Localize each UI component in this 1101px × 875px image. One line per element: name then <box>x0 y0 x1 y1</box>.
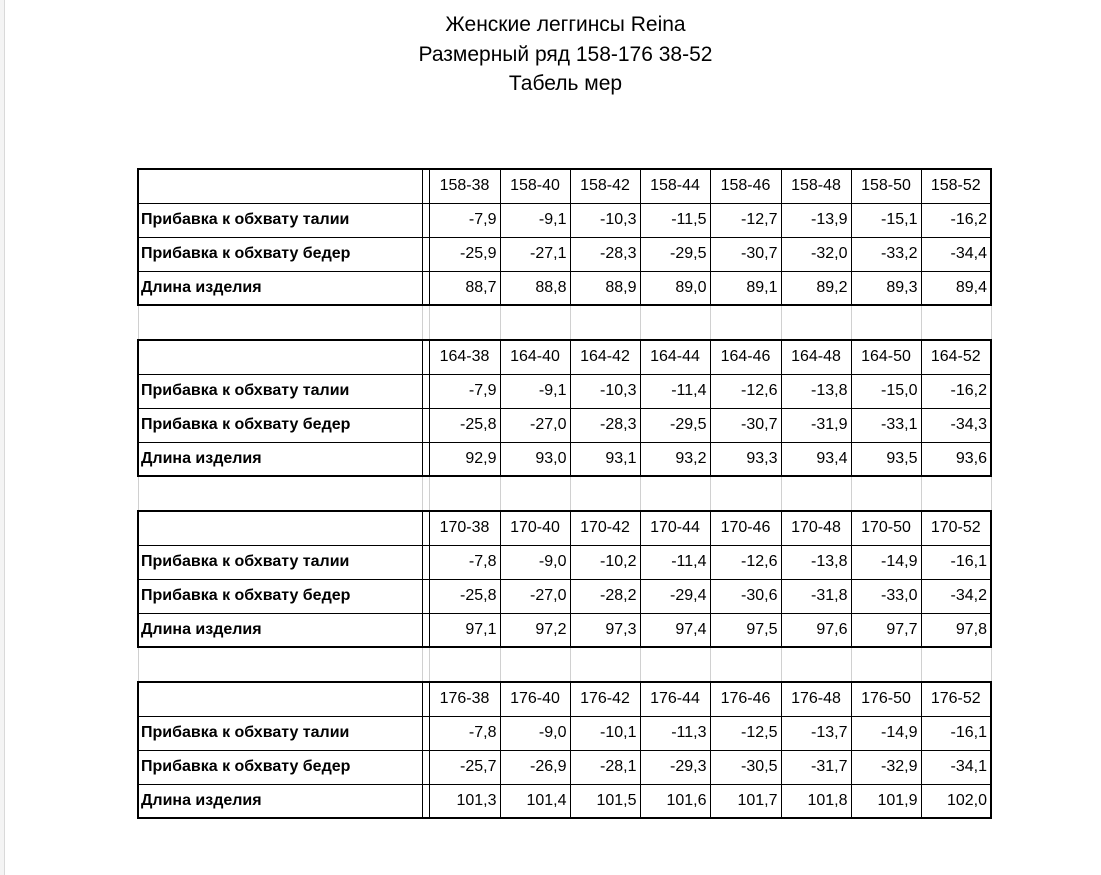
size-header-cell: 164-50 <box>851 340 921 374</box>
size-header-cell: 158-40 <box>500 169 570 203</box>
spacer-cell <box>570 305 640 340</box>
spacer-cell <box>851 305 921 340</box>
value-cell: -30,6 <box>710 579 781 613</box>
row-label: Прибавка к обхвату бедер <box>138 750 422 784</box>
spacer-cell <box>138 305 422 340</box>
value-cell: 93,6 <box>921 442 991 476</box>
spacer-cell <box>781 476 851 511</box>
spacer-cell <box>429 476 500 511</box>
value-cell: 93,4 <box>781 442 851 476</box>
row-label: Длина изделия <box>138 442 422 476</box>
spacer-cell <box>921 305 991 340</box>
spacer-cell <box>422 647 429 682</box>
spacer-cell <box>429 647 500 682</box>
size-header-cell: 170-40 <box>500 511 570 545</box>
spacer-cell <box>710 476 781 511</box>
value-cell: 97,6 <box>781 613 851 647</box>
value-cell: 93,0 <box>500 442 570 476</box>
value-cell: -9,0 <box>500 545 570 579</box>
value-cell: -29,5 <box>640 237 710 271</box>
value-cell: -9,0 <box>500 716 570 750</box>
size-header-cell: 158-44 <box>640 169 710 203</box>
group-spacer <box>138 305 991 340</box>
row-label: Прибавка к обхвату бедер <box>138 237 422 271</box>
size-header-cell: 158-50 <box>851 169 921 203</box>
value-cell: -27,1 <box>500 237 570 271</box>
value-cell: 89,4 <box>921 271 991 305</box>
value-cell: -9,1 <box>500 374 570 408</box>
value-cell: -11,5 <box>640 203 710 237</box>
size-header-cell: 170-42 <box>570 511 640 545</box>
value-cell: -7,8 <box>429 545 500 579</box>
value-cell: -11,3 <box>640 716 710 750</box>
spacer-cell <box>921 647 991 682</box>
spacer-cell <box>138 647 422 682</box>
value-cell: -25,7 <box>429 750 500 784</box>
size-header-cell: 164-38 <box>429 340 500 374</box>
value-cell: 93,1 <box>570 442 640 476</box>
value-cell: -7,9 <box>429 374 500 408</box>
value-cell: -11,4 <box>640 545 710 579</box>
gap-cell <box>422 545 429 579</box>
spacer-cell <box>500 305 570 340</box>
value-cell: 97,4 <box>640 613 710 647</box>
spacer-cell <box>500 476 570 511</box>
size-header-cell: 164-42 <box>570 340 640 374</box>
value-cell: 102,0 <box>921 784 991 818</box>
value-cell: -32,9 <box>851 750 921 784</box>
gap-cell <box>422 682 429 716</box>
size-header-cell: 170-52 <box>921 511 991 545</box>
group-spacer <box>138 647 991 682</box>
length-row <box>138 442 991 476</box>
size-header-cell: 164-52 <box>921 340 991 374</box>
value-cell: 97,7 <box>851 613 921 647</box>
value-cell: -30,7 <box>710 237 781 271</box>
value-cell: 89,2 <box>781 271 851 305</box>
size-header-row <box>138 682 991 716</box>
gap-cell <box>422 340 429 374</box>
gap-cell <box>422 237 429 271</box>
size-header-row <box>138 169 991 203</box>
value-cell: -15,1 <box>851 203 921 237</box>
row-label: Длина изделия <box>138 613 422 647</box>
size-header-cell: 176-42 <box>570 682 640 716</box>
gap-cell <box>422 271 429 305</box>
value-cell: -27,0 <box>500 408 570 442</box>
value-cell: 88,7 <box>429 271 500 305</box>
value-cell: -28,1 <box>570 750 640 784</box>
hips-row <box>138 408 991 442</box>
spacer-cell <box>781 647 851 682</box>
row-label: Прибавка к обхвату бедер <box>138 408 422 442</box>
value-cell: -16,2 <box>921 203 991 237</box>
value-cell: 89,1 <box>710 271 781 305</box>
value-cell: -29,3 <box>640 750 710 784</box>
value-cell: -12,7 <box>710 203 781 237</box>
value-cell: -12,5 <box>710 716 781 750</box>
gap-cell <box>422 784 429 818</box>
value-cell: -14,9 <box>851 716 921 750</box>
value-cell: -16,1 <box>921 716 991 750</box>
row-label: Длина изделия <box>138 271 422 305</box>
size-header-cell: 176-52 <box>921 682 991 716</box>
value-cell: 97,2 <box>500 613 570 647</box>
row-label: Длина изделия <box>138 784 422 818</box>
value-cell: 92,9 <box>429 442 500 476</box>
waist-row <box>138 203 991 237</box>
size-table <box>137 168 992 819</box>
value-cell: -9,1 <box>500 203 570 237</box>
hips-row <box>138 237 991 271</box>
value-cell: 89,3 <box>851 271 921 305</box>
value-cell: -30,5 <box>710 750 781 784</box>
value-cell: 101,7 <box>710 784 781 818</box>
value-cell: 93,5 <box>851 442 921 476</box>
header-blank-cell <box>138 511 422 545</box>
value-cell: -31,8 <box>781 579 851 613</box>
spacer-cell <box>429 305 500 340</box>
value-cell: 89,0 <box>640 271 710 305</box>
value-cell: -32,0 <box>781 237 851 271</box>
gap-cell <box>422 716 429 750</box>
gap-cell <box>422 203 429 237</box>
size-header-cell: 176-40 <box>500 682 570 716</box>
spacer-cell <box>710 647 781 682</box>
header-blank-cell <box>138 340 422 374</box>
spacer-cell <box>710 305 781 340</box>
value-cell: 88,8 <box>500 271 570 305</box>
value-cell: -33,1 <box>851 408 921 442</box>
spacer-cell <box>851 476 921 511</box>
spacer-cell <box>570 476 640 511</box>
value-cell: -26,9 <box>500 750 570 784</box>
value-cell: 93,3 <box>710 442 781 476</box>
value-cell: -10,2 <box>570 545 640 579</box>
size-header-row <box>138 340 991 374</box>
value-cell: -11,4 <box>640 374 710 408</box>
value-cell: -16,2 <box>921 374 991 408</box>
hips-row <box>138 579 991 613</box>
header-blank-cell <box>138 682 422 716</box>
value-cell: -10,3 <box>570 374 640 408</box>
value-cell: 101,6 <box>640 784 710 818</box>
value-cell: 101,8 <box>781 784 851 818</box>
value-cell: 88,9 <box>570 271 640 305</box>
size-range-title: Размерный ряд 158-176 38-52 <box>418 42 713 66</box>
size-header-cell: 170-48 <box>781 511 851 545</box>
size-header-cell: 164-40 <box>500 340 570 374</box>
value-cell: 101,4 <box>500 784 570 818</box>
value-cell: -33,2 <box>851 237 921 271</box>
spacer-cell <box>422 476 429 511</box>
gap-cell <box>422 169 429 203</box>
spacer-cell <box>640 476 710 511</box>
size-header-cell: 170-50 <box>851 511 921 545</box>
waist-row <box>138 545 991 579</box>
spacer-cell <box>640 305 710 340</box>
spacer-cell <box>921 476 991 511</box>
value-cell: -28,3 <box>570 237 640 271</box>
size-header-cell: 164-48 <box>781 340 851 374</box>
value-cell: -13,9 <box>781 203 851 237</box>
gap-cell <box>422 579 429 613</box>
size-header-cell: 158-52 <box>921 169 991 203</box>
value-cell: -34,3 <box>921 408 991 442</box>
value-cell: -25,9 <box>429 237 500 271</box>
waist-row <box>138 716 991 750</box>
value-cell: 97,3 <box>570 613 640 647</box>
size-header-cell: 176-38 <box>429 682 500 716</box>
gap-cell <box>422 750 429 784</box>
row-label: Прибавка к обхвату бедер <box>138 579 422 613</box>
value-cell: -33,0 <box>851 579 921 613</box>
value-cell: -34,4 <box>921 237 991 271</box>
value-cell: -10,1 <box>570 716 640 750</box>
value-cell: -25,8 <box>429 408 500 442</box>
gap-cell <box>422 374 429 408</box>
value-cell: -31,7 <box>781 750 851 784</box>
size-header-cell: 176-50 <box>851 682 921 716</box>
size-header-cell: 170-44 <box>640 511 710 545</box>
value-cell: -34,2 <box>921 579 991 613</box>
length-row <box>138 613 991 647</box>
value-cell: 97,5 <box>710 613 781 647</box>
value-cell: -13,8 <box>781 545 851 579</box>
value-cell: -28,3 <box>570 408 640 442</box>
spacer-cell <box>640 647 710 682</box>
spacer-cell <box>500 647 570 682</box>
value-cell: -13,7 <box>781 716 851 750</box>
product-title: Женские леггинсы Reina <box>445 13 686 36</box>
page-edge <box>0 0 5 875</box>
size-header-cell: 158-38 <box>429 169 500 203</box>
size-header-cell: 158-42 <box>570 169 640 203</box>
value-cell: -15,0 <box>851 374 921 408</box>
size-header-cell: 170-38 <box>429 511 500 545</box>
spacer-cell <box>422 305 429 340</box>
size-header-cell: 176-44 <box>640 682 710 716</box>
spacer-cell <box>570 647 640 682</box>
value-cell: 93,2 <box>640 442 710 476</box>
value-cell: -7,9 <box>429 203 500 237</box>
document-title <box>0 10 1101 99</box>
length-row <box>138 271 991 305</box>
hips-row <box>138 750 991 784</box>
size-header-cell: 158-46 <box>710 169 781 203</box>
value-cell: -14,9 <box>851 545 921 579</box>
spacer-cell <box>781 305 851 340</box>
value-cell: -13,8 <box>781 374 851 408</box>
size-header-cell: 164-44 <box>640 340 710 374</box>
value-cell: -25,8 <box>429 579 500 613</box>
value-cell: -30,7 <box>710 408 781 442</box>
size-header-cell: 176-48 <box>781 682 851 716</box>
size-header-cell: 158-48 <box>781 169 851 203</box>
gap-cell <box>422 511 429 545</box>
row-label: Прибавка к обхвату талии <box>138 716 422 750</box>
spacer-cell <box>851 647 921 682</box>
header-blank-cell <box>138 169 422 203</box>
gap-cell <box>422 408 429 442</box>
value-cell: -31,9 <box>781 408 851 442</box>
value-cell: -7,8 <box>429 716 500 750</box>
row-label: Прибавка к обхвату талии <box>138 374 422 408</box>
value-cell: -29,5 <box>640 408 710 442</box>
value-cell: 101,3 <box>429 784 500 818</box>
value-cell: -29,4 <box>640 579 710 613</box>
value-cell: -34,1 <box>921 750 991 784</box>
gap-cell <box>422 613 429 647</box>
row-label: Прибавка к обхвату талии <box>138 203 422 237</box>
value-cell: -27,0 <box>500 579 570 613</box>
size-header-row <box>138 511 991 545</box>
value-cell: 97,8 <box>921 613 991 647</box>
value-cell: 101,5 <box>570 784 640 818</box>
value-cell: -28,2 <box>570 579 640 613</box>
value-cell: -16,1 <box>921 545 991 579</box>
waist-row <box>138 374 991 408</box>
value-cell: -12,6 <box>710 545 781 579</box>
size-header-cell: 170-46 <box>710 511 781 545</box>
length-row <box>138 784 991 818</box>
table-title: Табель мер <box>508 72 623 95</box>
gap-cell <box>422 442 429 476</box>
row-label: Прибавка к обхвату талии <box>138 545 422 579</box>
value-cell: -10,3 <box>570 203 640 237</box>
value-cell: 97,1 <box>429 613 500 647</box>
size-header-cell: 176-46 <box>710 682 781 716</box>
spacer-cell <box>138 476 422 511</box>
value-cell: -12,6 <box>710 374 781 408</box>
group-spacer <box>138 476 991 511</box>
value-cell: 101,9 <box>851 784 921 818</box>
size-header-cell: 164-46 <box>710 340 781 374</box>
